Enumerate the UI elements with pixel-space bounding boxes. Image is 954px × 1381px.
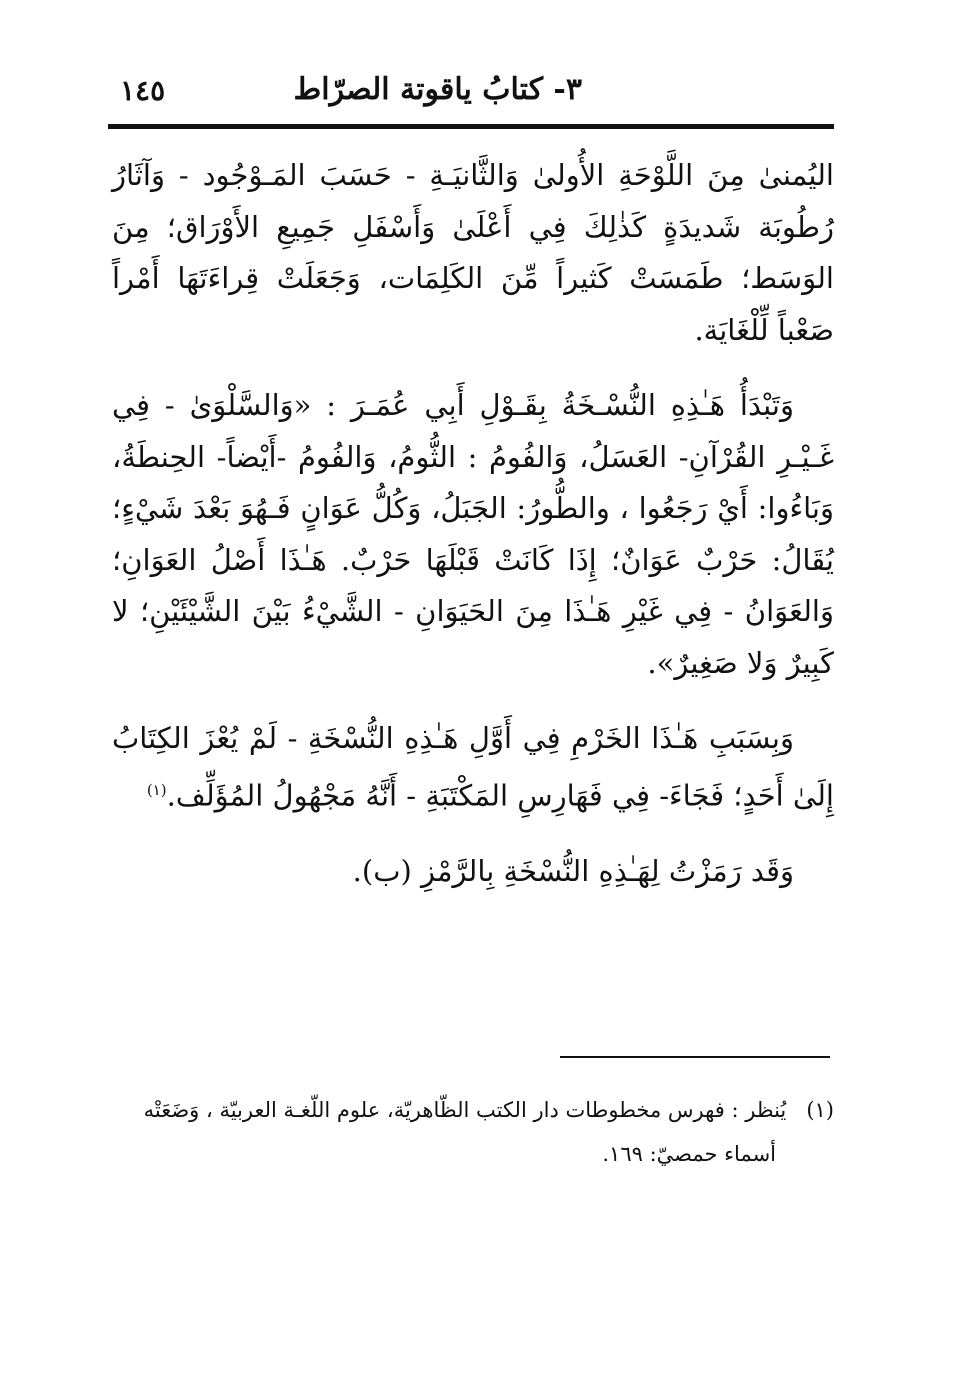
footnote-line-2: أسماء حمصيّ: ١٦٩. [602,1142,776,1166]
running-header [112,66,832,120]
paragraph-3 [112,713,834,822]
paragraph-3-text: وَبِسَبَبِ هَـٰذَا الخَرْمِ فِي أَوَّلِ هَـٰذِهِ النُّسْخَةِ - لَمْ يُعْزَ الكِتَابُ إِلَىٰ أَحَدٍ؛ فَجَاءَ- فِي فَهَارِسِ المَكْتَبَةِ - أَنَّهُ مَجْهُولُ المُؤَلِّف. [112,721,834,813]
footnote [118,1088,834,1176]
main-text [112,150,834,897]
footnote-separator [560,1056,830,1058]
footnote-text-1: يُنظر : فهرس مخطوطات دار الكتب الظّاهريّة، علوم اللّغـة العربيّة ، وَضَعَتْه [143,1098,787,1122]
page-number: ١٤٥ [120,74,166,107]
paragraph-1: اليُمنىٰ مِنَ اللَّوْحَةِ الأُولىٰ وَالثَّانيَـةِ - حَسَبَ المَـوْجُود - وَآثَارُ رُطُوبَة شَديدَةٍ كَذٰلِكَ فِي أَعْلَىٰ وَأَسْفَلِ جَمِيعِ الأَوْرَاق؛ مِنَ الوَسَط؛ طَمَسَتْ كَثيراً مِّنَ الكَلِمَات، وَجَعَلَتْ قِراءَتَهَا أَمْراً صَعْباً لِّلْغَايَة. [112,158,834,347]
footnote-marker: (١) [806,1098,834,1122]
paragraph-4: وَقَد رَمَزْتُ لِهَـٰذِهِ النُّسْخَةِ بِالرَّمْزِ (ب). [352,853,794,888]
footnote-line-1 [118,1088,834,1132]
chapter-title: ٣- كتابُ ياقوتة الصرّاط [293,72,582,107]
header-rule [108,124,834,129]
footnote-reference[interactable]: (١) [146,780,167,799]
paragraph-2: وَتَبْدَأُ هَـٰذِهِ النُّسْـخَةُ بِقَـوْلِ أَبِي عُمَـرَ : «وَالسَّلْوَىٰ - فِي غَـيْـرِ القُرْآنِ- العَسَلُ، وَالفُومُ : الثُّومُ، وَالفُومُ -أَيْضاً- الحِنطَةُ، وَبَاءُوا: أَيْ رَجَعُوا ، والطُّورُ: الجَبَلُ، وَكُلُّ عَوَانٍ فَـهُوَ بَعْدَ شَيْءٍ؛ يُقَالُ: حَرْبٌ عَوَانٌ؛ إِذَا كَانَتْ قَبْلَهَا حَرْبٌ. هَـٰذَا أَصْلُ العَوَانِ؛ وَالعَوَانُ - فِي غَيْرِ هَـٰذَا مِنَ الحَيَوَانِ - الشَّيْءُ بَيْنَ الشَّيْئَيْنِ؛ لا كَبِيرٌ وَلا صَغِيرٌ». [112,388,834,680]
